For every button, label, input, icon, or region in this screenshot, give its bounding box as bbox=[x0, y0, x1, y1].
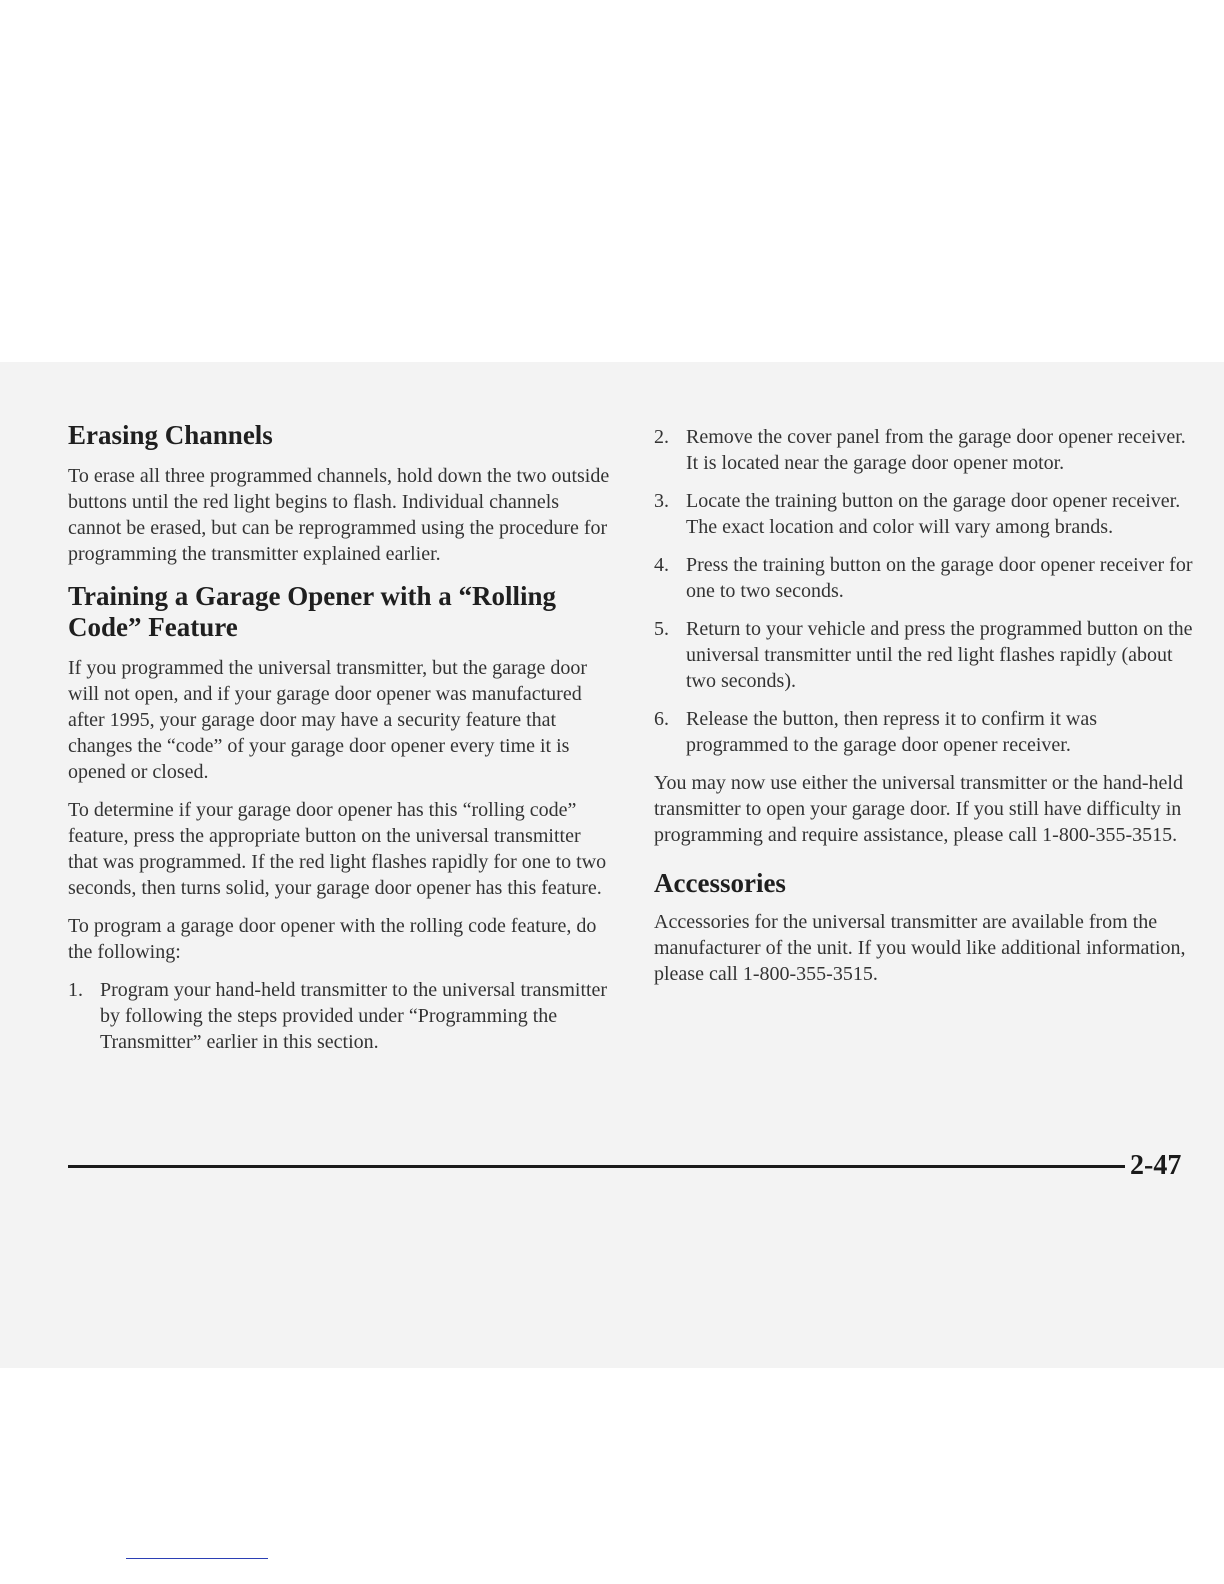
erasing-channels-heading: Erasing Channels bbox=[68, 420, 273, 450]
erasing-channels-paragraph: To erase all three programmed channels, hold down the two outside buttons until the red light begins to flash. Individual channels cannot be erased, but can be reprogrammed using the procedure for programming the transmitter explained earlier. bbox=[68, 465, 610, 565]
step-text: Remove the cover panel from the garage door opener receiver. It is located near the garage door opener motor. bbox=[686, 426, 1186, 474]
steps-list-continued bbox=[654, 424, 1199, 758]
step-text: Press the training button on the garage door opener receiver for one to two seconds. bbox=[686, 554, 1193, 602]
step-text: Release the button, then repress it to confirm it was programmed to the garage door opener receiver. bbox=[686, 708, 1098, 756]
training-paragraph-1: If you programmed the universal transmitter, but the garage door will not open, and if your garage door opener was manufactured after 1995, your garage door may have a security feature that changes the “code” of your garage door opener every time it is opened or closed. bbox=[68, 657, 588, 783]
step-number: 6. bbox=[654, 708, 669, 730]
list-item bbox=[654, 616, 1199, 694]
step-number: 1. bbox=[68, 979, 83, 1001]
step-text: Return to your vehicle and press the programmed button on the universal transmitter until the red light flashes rapidly (about two seconds). bbox=[686, 618, 1193, 692]
list-item bbox=[654, 706, 1199, 758]
list-item bbox=[654, 424, 1199, 476]
step-number: 5. bbox=[654, 618, 669, 640]
list-item bbox=[654, 488, 1199, 540]
training-rolling-code-heading: Training a Garage Opener with a “Rolling Code” Feature bbox=[68, 581, 557, 642]
step-text: Program your hand-held transmitter to the universal transmitter by following the steps provided under “Programming the Transmitter” earlier in this section. bbox=[100, 979, 608, 1053]
step-number: 2. bbox=[654, 426, 669, 448]
accessories-paragraph: Accessories for the universal transmitter are available from the manufacturer of the unit. If you would like additional information, please call 1-800-355-3515. bbox=[654, 911, 1186, 985]
page-number: 2-47 bbox=[1130, 1150, 1182, 1181]
left-column bbox=[68, 420, 613, 1067]
step-text: Locate the training button on the garage door opener receiver. The exact location and color will vary among brands. bbox=[686, 490, 1181, 538]
footer-divider bbox=[68, 1165, 1125, 1168]
step-number: 4. bbox=[654, 554, 669, 576]
steps-list-start bbox=[68, 977, 613, 1055]
right-column bbox=[654, 424, 1199, 999]
link-underline bbox=[126, 1558, 268, 1559]
training-paragraph-3: To program a garage door opener with the rolling code feature, do the following: bbox=[68, 915, 597, 963]
step-number: 3. bbox=[654, 490, 669, 512]
accessories-heading: Accessories bbox=[654, 868, 786, 898]
list-item bbox=[68, 977, 613, 1055]
training-paragraph-2: To determine if your garage door opener has this “rolling code” feature, press the appropriate button on the universal transmitter that was programmed. If the red light flashes rapidly for one to two seconds, then turns solid, your garage door opener has this feature. bbox=[68, 799, 607, 899]
closing-paragraph: You may now use either the universal transmitter or the hand-held transmitter to open your garage door. If you still have difficulty in programming and require assistance, please call 1-800-355-3515. bbox=[654, 772, 1183, 846]
list-item bbox=[654, 552, 1199, 604]
